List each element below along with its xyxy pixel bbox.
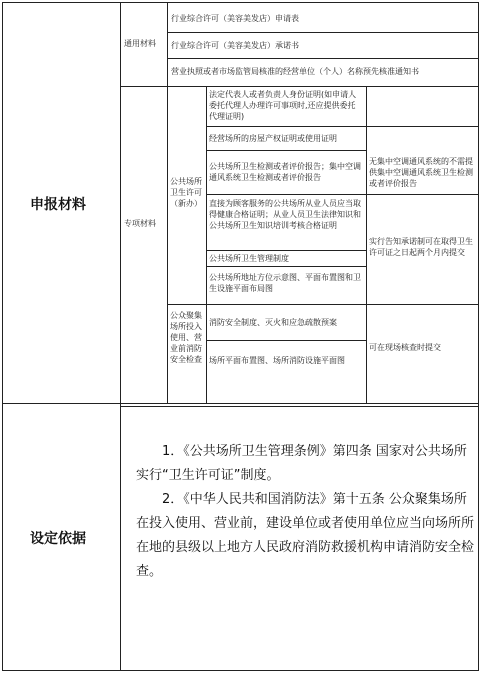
- hygiene-item: 公共场所地址方位示意图、平面布置图和卫生设施平面布局图: [209, 273, 361, 293]
- row-divider: [206, 194, 479, 195]
- hygiene-item: 公共场所卫生管理制度: [209, 254, 289, 263]
- row-divider: [206, 126, 479, 127]
- fire-note: 可在现场核查时提交: [369, 343, 441, 352]
- row-divider: [206, 266, 366, 267]
- row-divider: [206, 150, 366, 151]
- basis-paragraph: 1．《公共场所卫生管理条例》第四条 国家对公共场所实行“卫生许可证”制度。: [136, 444, 467, 483]
- basis-paragraphs: [136, 440, 476, 584]
- label-column-divider: [120, 2, 121, 671]
- section-divider-inner: [120, 406, 479, 407]
- table-border-left: [2, 2, 3, 671]
- materials-section-label: 申报材料: [30, 197, 86, 213]
- table-border-bottom: [2, 670, 479, 671]
- general-item: 行业综合许可（美容美发店）申请表: [171, 14, 299, 23]
- fire-check-label: 公众聚集场所投入使用、营业前消防安全检查: [170, 311, 202, 364]
- table-border-top: [2, 2, 479, 3]
- basis-paragraph: 2．《中华人民共和国消防法》第十五条 公众聚集场所在投入使用、营业前，建设单位或者使用单位应当向场所所在地的县级以上地方人民政府消防救援机构申请消防安全检查。: [136, 492, 475, 579]
- basis-section-label: 设定依据: [30, 531, 86, 547]
- general-materials-label: 通用材料: [124, 39, 156, 48]
- category-column-divider: [167, 2, 168, 404]
- row-divider: [167, 304, 479, 305]
- row-divider: [120, 86, 479, 87]
- aircon-note: 无集中空调通风系统的不需提供集中空调通风系统卫生检测或者评价报告: [369, 157, 473, 188]
- fire-item: 消防安全制度、灭火和应急疏散预案: [209, 318, 337, 327]
- table-border-right: [478, 2, 479, 671]
- row-divider: [167, 58, 479, 59]
- row-divider: [206, 250, 366, 251]
- row-divider: [206, 340, 366, 341]
- commitment-note: 实行告知承诺制可在取得卫生许可证之日起两个月内提交: [369, 237, 473, 257]
- hygiene-item: 公共场所卫生检测或者评价报告；集中空调通风系统卫生检测或者评价报告: [209, 162, 361, 182]
- subcategory-column-divider: [206, 86, 207, 404]
- fire-item: 场所平面布置图、场所消防设施平面图: [209, 356, 345, 365]
- section-divider: [2, 403, 479, 404]
- special-materials-label: 专项材料: [124, 219, 156, 228]
- hygiene-item: 法定代表人或者负责人身份证明(如申请人委托代理人办理许可事项时,还应提供委托代理证明): [209, 90, 357, 121]
- general-item: 营业执照或者市场监管局核准的经营单位（个人）名称预先核准通知书: [171, 67, 419, 76]
- note-column-divider: [366, 86, 367, 404]
- row-divider: [167, 32, 479, 33]
- hygiene-item: 直接为顾客服务的公共场所从业人员应当取得健康合格证明；从业人员卫生法律知识和公共场所卫生知识培训考核合格证明: [209, 199, 361, 230]
- general-item: 行业综合许可（美容美发店）承诺书: [171, 41, 299, 50]
- hygiene-permit-label: 公共场所卫生许可（新办）: [170, 177, 202, 208]
- hygiene-item: 经营场所的房屋产权证明或使用证明: [209, 134, 337, 143]
